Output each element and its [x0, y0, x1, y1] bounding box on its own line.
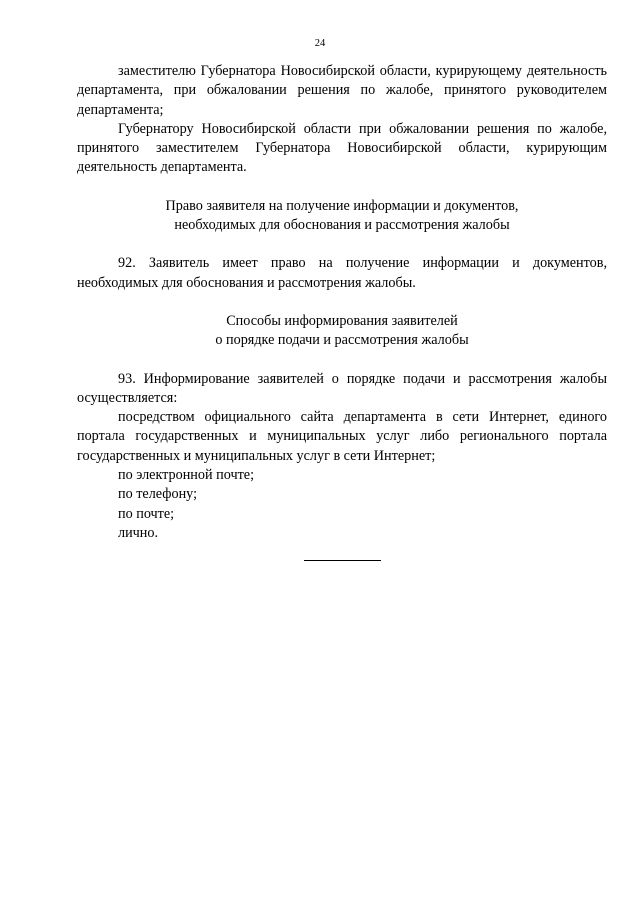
paragraph-deputy-governor: заместителю Губернатора Новосибирской области, курирующему деятельность департамента, при обжаловании решения по жалобе, принятого руководителем департамента;: [77, 63, 607, 118]
section-heading-informing-methods: [77, 312, 607, 351]
spacer: [77, 351, 607, 370]
list-item-official-site: посредством официального сайта департамента в сети Интернет, единого портала государственных и муниципальных услуг либо регионального портала государственных и муниципальных услуг в сети Интернет;: [77, 409, 607, 464]
spacer: [77, 293, 607, 312]
list-item-email: по электронной почте;: [118, 467, 255, 484]
list-item-mail: по почте;: [118, 505, 175, 522]
paragraph-92: 92. Заявитель имеет право на получение информации и документов, необходимых для обоснования и рассмотрения жалобы.: [77, 255, 607, 291]
section-heading-right-to-information: [77, 197, 607, 236]
paragraph-governor: Губернатору Новосибирской области при обжаловании решения по жалобе, принятого заместителем Губернатора Новосибирской области, курирующим деятельность департамента.: [77, 120, 607, 176]
document-body: [77, 62, 607, 543]
heading-line: Способы информирования заявителей: [226, 312, 458, 329]
heading-line: необходимых для обоснования и рассмотрения жалобы: [174, 217, 510, 234]
heading-line: о порядке подачи и рассмотрения жалобы: [215, 332, 469, 349]
list-item-phone: по телефону;: [118, 486, 198, 503]
paragraph-93: 93. Информирование заявителей о порядке подачи и рассмотрения жалобы осуществляется:: [77, 370, 607, 406]
heading-line: Право заявителя на получение информации и документов,: [165, 197, 519, 214]
page-number: 24: [314, 38, 326, 49]
spacer: [77, 178, 607, 197]
end-divider: [304, 560, 381, 561]
spacer: [77, 235, 607, 254]
list-item-in-person: лично.: [118, 524, 159, 541]
